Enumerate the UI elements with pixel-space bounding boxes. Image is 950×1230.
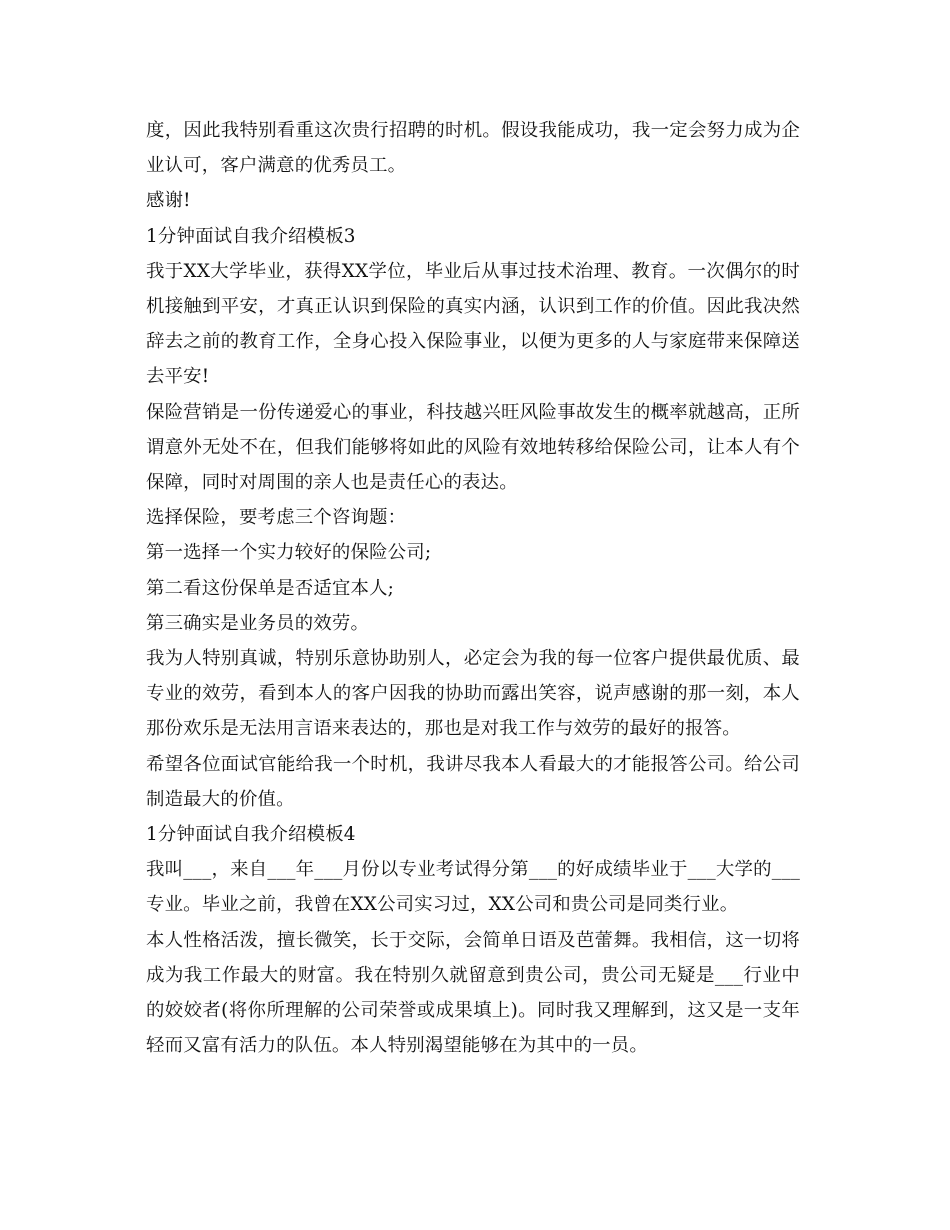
paragraph-background: 我于XX大学毕业，获得XX学位，毕业后从事过技术治理、教育。一次偶尔的时机接触到平安，才真正认识到保险的真实内涵，认识到工作的价值。因此我决然辞去之前的教育工作，全身心投入保险事业，以便为更多的人与家庭带来保障送去平安! [146, 260, 800, 388]
paragraph-intro-continued: 度，因此我特别看重这次贵行招聘的时机。假设我能成功，我一定会努力成为企业认可，客户满意的优秀员工。 [146, 120, 800, 177]
paragraph-self-intro: 我叫___，来自___年___月份以专业考试得分第___的好成绩毕业于___大学的___专业。毕业之前，我曾在XX公司实习过，XX公司和贵公司是同类行业。 [146, 859, 800, 916]
paragraph-insurance-marketing: 保险营销是一份传递爱心的事业，科技越兴旺风险事故发生的概率就越高，正所谓意外无处不在，但我们能够将如此的风险有效地转移给保险公司，让本人有个保障，同时对周围的亲人也是责任心的表达。 [146, 401, 800, 494]
section-heading-template-4: 1分钟面试自我介绍模板4 [146, 824, 356, 846]
paragraph-sincerity: 我为人特别真诚，特别乐意协助别人，必定会为我的每一位客户提供最优质、最专业的效劳，看到本人的客户因我的协助而露出笑容，说声感谢的那一刻，本人那份欢乐是无法用言语来表达的，那也是对我工作与效劳的最好的报答。 [146, 648, 800, 740]
paragraph-hope: 希望各位面试官能给我一个时机，我讲尽我本人看最大的才能报答公司。给公司制造最大的价值。 [146, 753, 800, 810]
paragraph-thanks: 感谢! [146, 190, 191, 212]
document-page [146, 113, 800, 1063]
list-item-second: 第二看这份保单是否适宜本人; [146, 577, 395, 599]
paragraph-personality: 本人性格活泼，擅长微笑，长于交际，会简单日语及芭蕾舞。我相信，这一切将成为我工作最大的财富。我在特别久就留意到贵公司，贵公司无疑是___行业中的姣姣者(将你所理解的公司荣誉或成果填上)。同时我又理解到，这又是一支年轻而又富有活力的队伍。本人特别渴望能够在为其中的一员。 [146, 929, 800, 1057]
section-heading-template-3: 1分钟面试自我介绍模板3 [146, 225, 356, 247]
list-item-third: 第三确实是业务员的效劳。 [146, 612, 370, 634]
list-item-first: 第一选择一个实力较好的保险公司; [146, 542, 432, 564]
paragraph-three-questions: 选择保险，要考虑三个咨询题： [146, 507, 407, 529]
